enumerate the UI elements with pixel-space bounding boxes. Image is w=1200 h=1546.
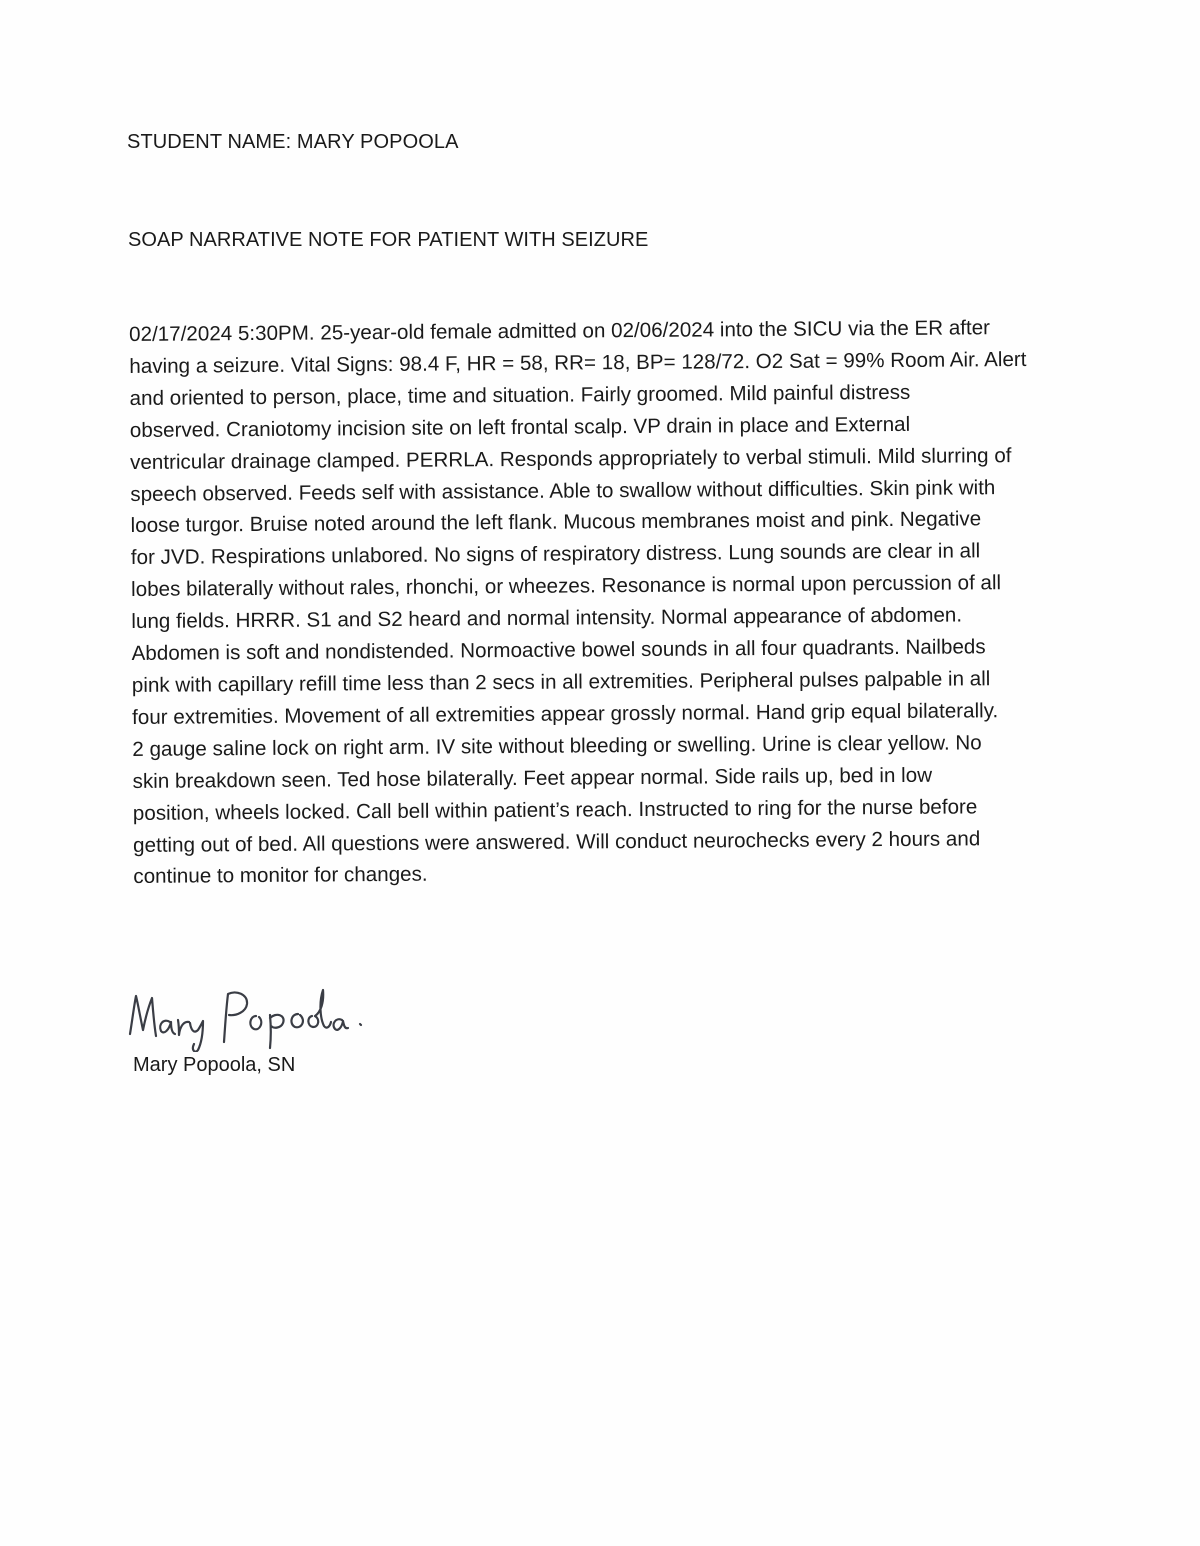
body-line: and oriented to person, place, time and situation. Fairly groomed. Mild painful distress [129, 380, 911, 410]
body-line: getting out of bed. All questions were answered. Will conduct neurochecks every 2 hours and [133, 826, 981, 857]
body-line: 2 gauge saline lock on right arm. IV site without bleeding or swelling. Urine is clear yellow. No [132, 731, 982, 761]
body-line: position, wheels locked. Call bell within patient’s reach. Instructed to ring for the nurse before [132, 794, 978, 825]
body-line: lobes bilaterally without rales, rhonchi, or wheezes. Resonance is normal upon percussion of all [131, 571, 1002, 602]
signer-name: Mary Popoola, SN [133, 1054, 296, 1076]
body-line: ventricular drainage clamped. PERRLA. Responds appropriately to verbal stimuli. Mild slurring of [130, 443, 1012, 474]
body-line: lung fields. HRRR. S1 and S2 heard and normal intensity. Normal appearance of abdomen. [131, 603, 963, 634]
body-line: having a seizure. Vital Signs: 98.4 F, HR = 58, RR= 18, BP= 128/72. O2 Sat = 99% Room Air. Alert [129, 347, 1027, 378]
student-name: STUDENT NAME: MARY POPOOLA [127, 131, 459, 153]
body-line: Abdomen is soft and nondistended. Normoactive bowel sounds in all four quadrants. Nailbeds [131, 635, 986, 666]
note-title: SOAP NARRATIVE NOTE FOR PATIENT WITH SEIZURE [128, 229, 649, 251]
body-line: loose turgor. Bruise noted around the left flank. Mucous membranes moist and pink. Negative [130, 507, 982, 538]
body-line: 02/17/2024 5:30PM. 25-year-old female admitted on 02/06/2024 into the SICU via the ER after [129, 316, 991, 346]
body-line: pink with capillary refill time less than 2 secs in all extremities. Peripheral pulses palpable in all [131, 667, 991, 697]
body-line: observed. Craniotomy incision site on left frontal scalp. VP drain in place and External [129, 412, 911, 442]
body-line: continue to monitor for changes. [133, 863, 428, 889]
body-line: speech observed. Feeds self with assistance. Able to swallow without difficulties. Skin pink with [130, 475, 996, 506]
body-line: skin breakdown seen. Ted hose bilaterally. Feet appear normal. Side rails up, bed in low [132, 763, 933, 793]
handwritten-signature [126, 982, 386, 1052]
body-line: four extremities. Movement of all extremities appear grossly normal. Hand grip equal bilaterally. [132, 699, 999, 729]
note-body [129, 311, 1133, 893]
body-line: for JVD. Respirations unlabored. No signs of respiratory distress. Lung sounds are clear in all [130, 539, 981, 570]
